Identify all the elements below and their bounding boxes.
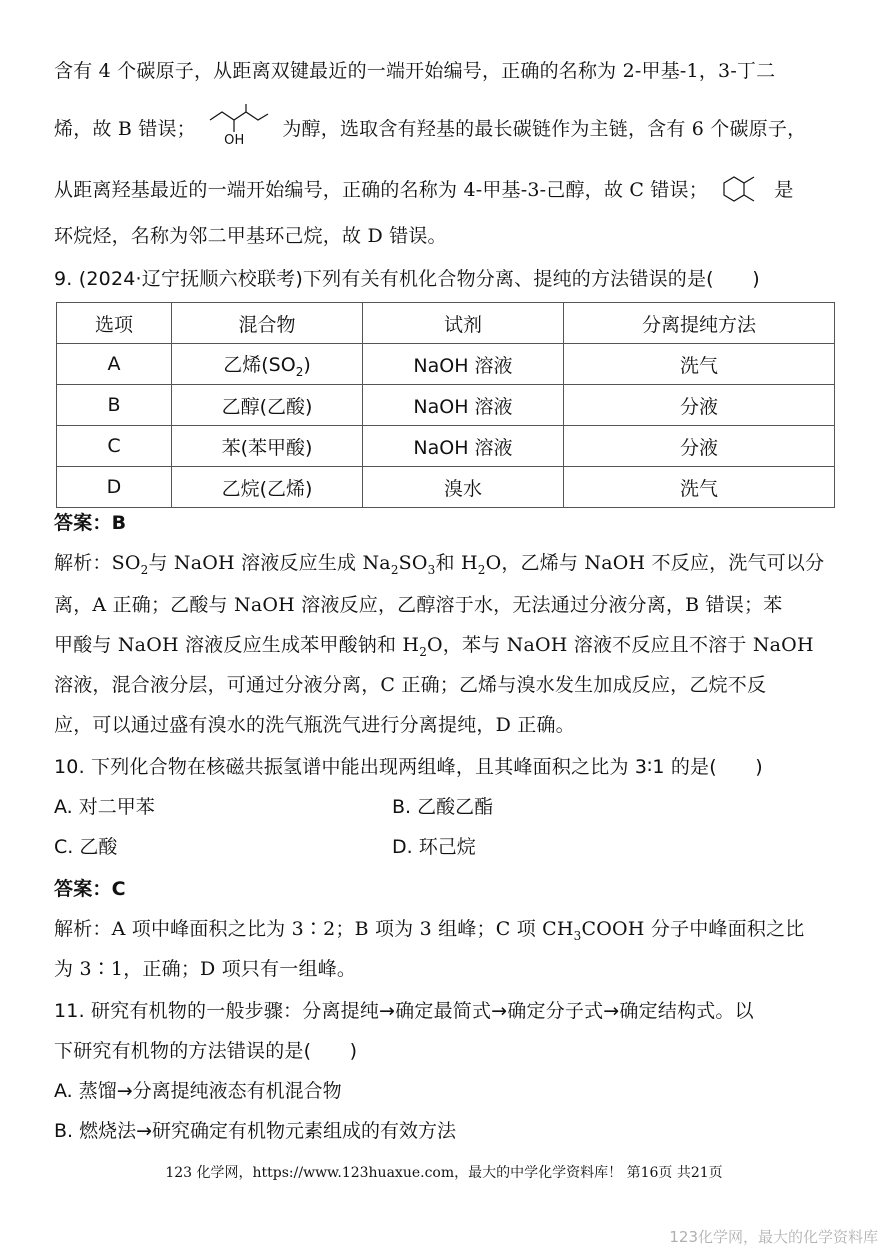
table-cell: B: [57, 385, 172, 426]
dimethylcyclohexane-structure-diagram: [716, 173, 766, 209]
table-header-row: [57, 303, 835, 344]
question-9-explanation-line: 离，A 正确；乙酸与 NaOH 溶液反应，乙醇溶于水，无法通过分液分离，B 错误；苯: [54, 594, 783, 616]
table-header-cell: 试剂: [363, 303, 564, 344]
explanation-line: 环烷烃，名称为邻二甲基环己烷，故 D 错误。: [54, 225, 447, 247]
question-10-option-b: B. 乙酸乙酯: [392, 796, 494, 818]
question-9-table: [56, 302, 835, 508]
question-11-stem: 下研究有机物的方法错误的是( ): [54, 1040, 358, 1062]
table-row: [57, 385, 835, 426]
watermark-text: 123化学网，最大的化学资料库: [669, 1228, 878, 1246]
table-cell: NaOH 溶液: [363, 385, 564, 426]
table-cell: A: [57, 344, 172, 385]
question-11-option-b: B. 燃烧法→研究确定有机物元素组成的有效方法: [54, 1120, 457, 1142]
explanation-line: 含有 4 个碳原子，从距离双键最近的一端开始编号，正确的名称为 2-甲基-1，3-丁二: [54, 60, 776, 82]
table-header-cell: 混合物: [172, 303, 363, 344]
table-row: [57, 426, 835, 467]
question-9-explanation-line: 解析：$SO_2$与 NaOH 溶液反应生成 $Na_2SO_3$和 $H_2O$，乙烯与 NaOH 不反应，洗气可以分: [54, 552, 825, 577]
page-footer: 123 化学网，https://www.123huaxue.com，最大的中学化学资料库！ 第16页 共21页: [165, 1165, 723, 1181]
question-10-option-c: C. 乙酸: [54, 836, 118, 858]
table-cell: NaOH 溶液: [363, 344, 564, 385]
question-9-explanation-line: 溶液，混合液分层，可通过分液分离，C 正确；乙烯与溴水发生加成反应，乙烷不反: [54, 674, 767, 696]
question-10-explanation-line: 解析：A 项中峰面积之比为 3∶2；B 项为 3 组峰；C 项 $CH_3COOH$ 分子中峰面积之比: [54, 918, 805, 943]
question-10-answer: 答案：C: [54, 878, 126, 900]
alcohol-structure-diagram: [208, 110, 270, 150]
table-cell: NaOH 溶液: [363, 426, 564, 467]
table-cell: 乙醇(乙酸): [172, 385, 363, 426]
table-cell: 乙烷(乙烯): [172, 467, 363, 508]
question-10-option-d: D. 环己烷: [392, 836, 476, 858]
table-cell: 分液: [564, 385, 835, 426]
table-cell: 洗气: [564, 344, 835, 385]
table-cell: 苯(苯甲酸): [172, 426, 363, 467]
table-cell: 溴水: [363, 467, 564, 508]
table-cell: 洗气: [564, 467, 835, 508]
table-cell: 乙烯$(SO_2)$: [172, 344, 363, 385]
table-header-cell: 选项: [57, 303, 172, 344]
table-header-cell: 分离提纯方法: [564, 303, 835, 344]
table-cell: C: [57, 426, 172, 467]
explanation-line: 从距离羟基最近的一端开始编号，正确的名称为 4-甲基-3-己醇，故 C 错误； 是: [54, 173, 836, 209]
question-10-explanation-line: 为 3∶1，正确；D 项只有一组峰。: [54, 958, 357, 980]
question-11-option-a: A. 蒸馏→分离提纯液态有机混合物: [54, 1080, 342, 1102]
hydroxyl-label: OH: [224, 133, 245, 148]
question-9-answer: 答案：B: [54, 512, 127, 534]
question-11-stem: 11. 研究有机物的一般步骤：分离提纯→确定最简式→确定分子式→确定结构式。以: [54, 1000, 754, 1022]
table-row: [57, 344, 835, 385]
question-9-explanation-line: 甲酸与 NaOH 溶液反应生成苯甲酸钠和 $H_2O$，苯与 NaOH 溶液不反应且不溶于 NaOH: [54, 634, 814, 659]
question-10-option-a: A. 对二甲苯: [54, 796, 155, 818]
question-10-stem: 10. 下列化合物在核磁共振氢谱中能出现两组峰，且其峰面积之比为 3∶1 的是( ): [54, 756, 763, 778]
table-row: [57, 467, 835, 508]
table-cell: 分液: [564, 426, 835, 467]
table-cell: D: [57, 467, 172, 508]
question-9-explanation-line: 应，可以通过盛有溴水的洗气瓶洗气进行分离提纯，D 正确。: [54, 714, 575, 736]
question-9-stem: 9. (2024·辽宁抚顺六校联考)下列有关有机化合物分离、提纯的方法错误的是( ): [54, 268, 760, 290]
explanation-line: 烯，故 B 错误； OH 为醇，选取含有羟基的最长碳链作为主链，含有 6 个碳原子，: [54, 110, 836, 150]
